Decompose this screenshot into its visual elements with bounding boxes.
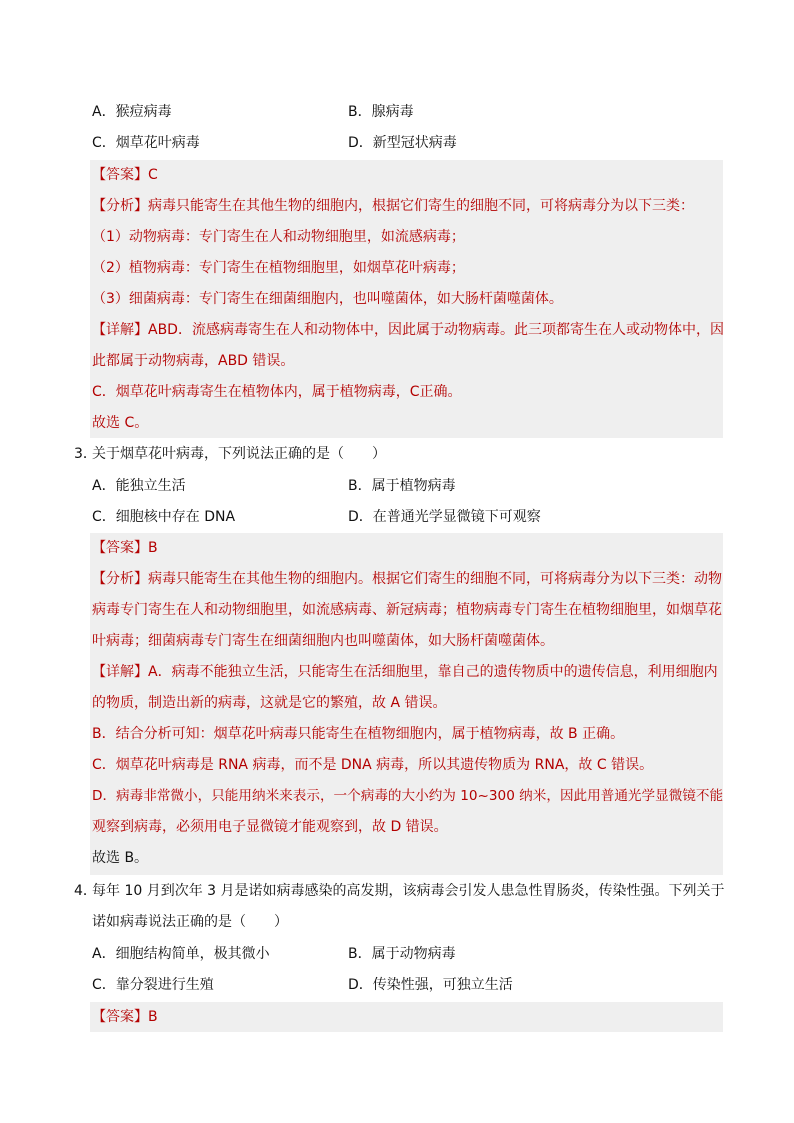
q3-option-b: B．属于植物病毒 bbox=[348, 478, 456, 494]
q4-stem bbox=[74, 876, 725, 930]
q4-option-row-1 bbox=[92, 939, 456, 970]
q2-analysis-text: 病毒只能寄生在其他生物的细胞内，根据它们寄生的细胞不同，可将病毒分为以下三类： bbox=[148, 198, 694, 214]
q3-option-row-1 bbox=[92, 471, 456, 502]
q4-answer-line: 【答案】B bbox=[92, 1009, 158, 1025]
q3-detail-line: D．病毒非常微小，只能用纳米来表示，一个病毒的大小约为 10~300 纳米，因此用普通光学显微镜不能 bbox=[92, 788, 724, 804]
q4-stem-text: 诺如病毒说法正确的是（ ） bbox=[92, 914, 288, 930]
q2-analysis-line: 【分析】病毒只能寄生在其他生物的细胞内，根据它们寄生的细胞不同，可将病毒分为以下三类： bbox=[92, 198, 694, 214]
q4-stem-text: 每年 10 月到次年 3 月是诺如病毒感染的高发期，该病毒会引发人患急性胃肠炎，传染性强。下列关于 bbox=[92, 883, 725, 899]
q4-option-d: D．传染性强，可独立生活 bbox=[348, 977, 513, 993]
q2-analysis-item: （3）细菌病毒：专门寄生在细菌细胞内，也叫噬菌体，如大肠杆菌噬菌体。 bbox=[92, 291, 563, 307]
q2-option-c: C．烟草花叶病毒 bbox=[92, 135, 200, 151]
q3-detail-line: B．结合分析可知：烟草花叶病毒只能寄生在植物细胞内，属于植物病毒，故 B 正确。 bbox=[92, 726, 625, 742]
q3-option-c: C．细胞核中存在 DNA bbox=[92, 509, 236, 525]
q2-analysis-item: （1）动物病毒：专门寄生在人和动物细胞里，如流感病毒； bbox=[92, 229, 465, 245]
q4-option-a: A．细胞结构简单，极其微小 bbox=[92, 946, 270, 962]
q2-detail-line: 故选 C。 bbox=[92, 415, 149, 431]
q3-answer-value: B bbox=[148, 540, 158, 556]
q4-answer-value: B bbox=[148, 1009, 158, 1025]
q4-answer-block bbox=[90, 1002, 723, 1032]
q2-option-a: A．猴痘病毒 bbox=[92, 104, 172, 120]
q4-option-row-2 bbox=[92, 970, 513, 1001]
q2-option-row-1 bbox=[92, 97, 414, 128]
q4-option-c: C．靠分裂进行生殖 bbox=[92, 977, 214, 993]
q3-option-a: A．能独立生活 bbox=[92, 478, 186, 494]
q3-stem bbox=[74, 439, 386, 470]
q2-option-row-2 bbox=[92, 128, 457, 159]
q4-number: 4． bbox=[74, 883, 97, 899]
q3-answer-block bbox=[90, 533, 723, 875]
q2-answer-line: 【答案】C bbox=[92, 167, 158, 183]
q3-option-d: D．在普通光学显微镜下可观察 bbox=[348, 509, 541, 525]
q3-detail-line: 观察到病毒，必须用电子显微镜才能观察到，故 D 错误。 bbox=[92, 819, 448, 835]
q2-option-b: B．腺病毒 bbox=[348, 104, 414, 120]
q2-answer-value: C bbox=[148, 167, 158, 183]
q3-analysis-line: 【分析】病毒只能寄生在其他生物的细胞内。根据它们寄生的细胞不同，可将病毒分为以下三类：动物 bbox=[92, 571, 722, 587]
q3-number: 3． bbox=[74, 446, 97, 462]
q3-detail-line: C．烟草花叶病毒是 RNA 病毒，而不是 DNA 病毒，所以其遗传物质为 RNA，故 C 错误。 bbox=[92, 757, 654, 773]
q3-detail-line: 故选 B。 bbox=[92, 850, 149, 866]
q3-analysis-line: 叶病毒；细菌病毒专门寄生在细菌细胞内也叫噬菌体，如大肠杆菌噬菌体。 bbox=[92, 633, 554, 649]
q2-detail-line: C．烟草花叶病毒寄生在植物体内，属于植物病毒，C正确。 bbox=[92, 384, 462, 400]
q3-stem-text: 关于烟草花叶病毒，下列说法正确的是（ ） bbox=[92, 446, 386, 462]
q3-detail-line: 【详解】A．病毒不能独立生活，只能寄生在活细胞里，靠自己的遗传物质中的遗传信息，利用细胞内 bbox=[92, 664, 718, 680]
q3-detail-line: 的物质，制造出新的病毒，这就是它的繁殖，故 A 错误。 bbox=[92, 695, 447, 711]
q2-analysis-item: （2）植物病毒：专门寄生在植物细胞里，如烟草花叶病毒； bbox=[92, 260, 465, 276]
q2-detail-line: 【详解】ABD．流感病毒寄生在人和动物体中，因此属于动物病毒。此三项都寄生在人或动物体中，因 bbox=[92, 322, 724, 338]
q2-detail-line: 此都属于动物病毒，ABD 错误。 bbox=[92, 353, 295, 369]
q2-answer-block bbox=[90, 160, 723, 438]
q3-option-row-2 bbox=[92, 502, 541, 533]
q3-answer-line: 【答案】B bbox=[92, 540, 158, 556]
q3-analysis-line: 病毒专门寄生在人和动物细胞里，如流感病毒、新冠病毒；植物病毒专门寄生在植物细胞里，如烟草花 bbox=[92, 602, 722, 618]
q4-option-b: B．属于动物病毒 bbox=[348, 946, 456, 962]
q2-option-d: D．新型冠状病毒 bbox=[348, 135, 457, 151]
